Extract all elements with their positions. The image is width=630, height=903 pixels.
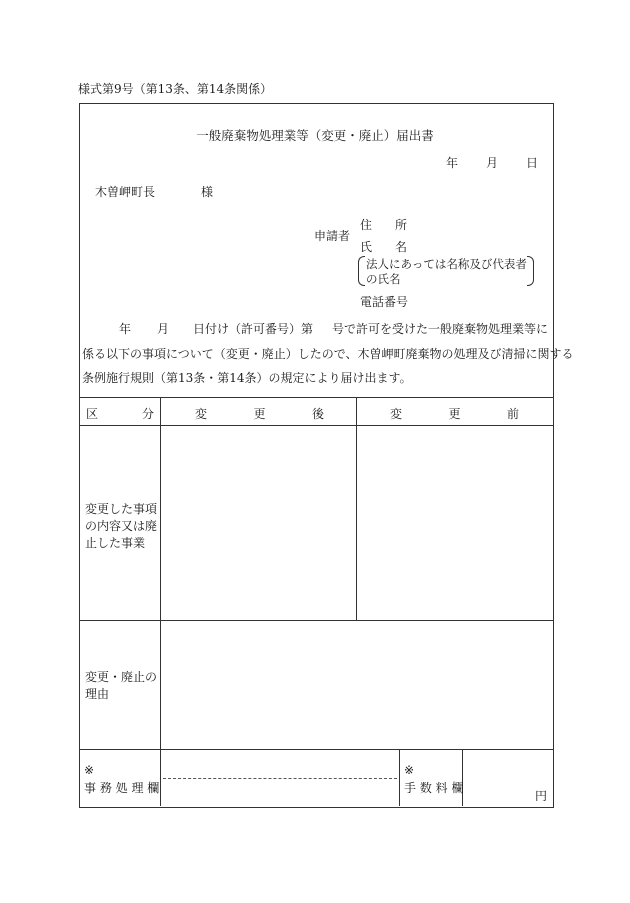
row-changed-items-label: 変更した事項の内容又は廃止した事業 bbox=[85, 502, 158, 550]
table-top-border bbox=[79, 397, 553, 398]
office-processing-label: 事 務 処 理 欄 bbox=[84, 781, 160, 795]
fee-value-divider bbox=[462, 749, 463, 806]
office-dashed-line bbox=[163, 778, 397, 779]
header-division-char-2: 分 bbox=[141, 407, 154, 421]
header-before-char-3: 前 bbox=[506, 407, 519, 421]
name-char-2: 名 bbox=[394, 240, 407, 254]
body-month: 月 bbox=[157, 322, 170, 336]
office-fee-divider bbox=[399, 749, 400, 806]
corp-note-line2: の氏名 bbox=[366, 272, 401, 286]
body-line-2: 係る以下の事項について（変更・廃止）したので、木曽岬町廃棄物の処理及び清掃に関する bbox=[82, 347, 574, 361]
header-division-char-1: 区 bbox=[86, 407, 99, 421]
applicant-phone-label: 電話番号 bbox=[360, 295, 409, 309]
body-line-3: 条例施行規則（第13条・第14条）の規定により届け出ます。 bbox=[82, 371, 412, 385]
form-title: 一般廃棄物処理業等（変更・廃止）届出書 bbox=[196, 128, 434, 143]
header-before-char-1: 変 bbox=[390, 407, 403, 421]
form-reference: 様式第9号（第13条、第14条関係） bbox=[78, 82, 273, 96]
header-before bbox=[390, 405, 519, 422]
corp-note-left-paren bbox=[358, 256, 365, 286]
header-after bbox=[195, 405, 324, 422]
header-after-char-1: 変 bbox=[195, 407, 208, 421]
applicant-name-label bbox=[360, 238, 407, 255]
date-line bbox=[446, 154, 538, 171]
header-before-char-2: 更 bbox=[448, 407, 461, 421]
applicant-label: 申請者 bbox=[314, 229, 351, 243]
label-column-divider bbox=[160, 397, 161, 806]
corp-note-line1: 法人にあっては名称及び代表者 bbox=[366, 257, 527, 271]
row1-bottom-border bbox=[79, 620, 553, 621]
addressee-name: 木曽岬町長 bbox=[95, 185, 156, 199]
date-day-label: 日 bbox=[525, 156, 538, 170]
before-after-divider bbox=[356, 397, 357, 621]
header-after-char-2: 更 bbox=[253, 407, 266, 421]
corp-note-right-paren bbox=[527, 256, 534, 286]
date-month-label: 月 bbox=[485, 156, 498, 170]
body-year: 年 bbox=[119, 322, 132, 336]
fee-mark: ※ bbox=[404, 763, 415, 777]
fee-unit-yen: 円 bbox=[535, 789, 548, 803]
row2-bottom-border bbox=[79, 749, 553, 750]
header-bottom-border bbox=[79, 425, 553, 426]
name-char-1: 氏 bbox=[360, 240, 373, 254]
addressee-honorific: 様 bbox=[201, 185, 214, 199]
body-permit-suffix: 号で許可を受けた一般廃棄物処理業等に bbox=[332, 322, 549, 336]
date-year-label: 年 bbox=[446, 156, 459, 170]
header-division bbox=[86, 405, 154, 422]
header-after-char-3: 後 bbox=[311, 407, 324, 421]
address-char-2: 所 bbox=[394, 218, 407, 232]
applicant-address-label bbox=[360, 216, 407, 233]
row-reason-label: 変更・廃止の理由 bbox=[85, 670, 158, 701]
body-date-permit: 日付け（許可番号）第 bbox=[193, 322, 314, 336]
address-char-1: 住 bbox=[360, 218, 373, 232]
fee-label: 手 数 料 欄 bbox=[404, 781, 464, 795]
office-mark: ※ bbox=[84, 763, 95, 777]
